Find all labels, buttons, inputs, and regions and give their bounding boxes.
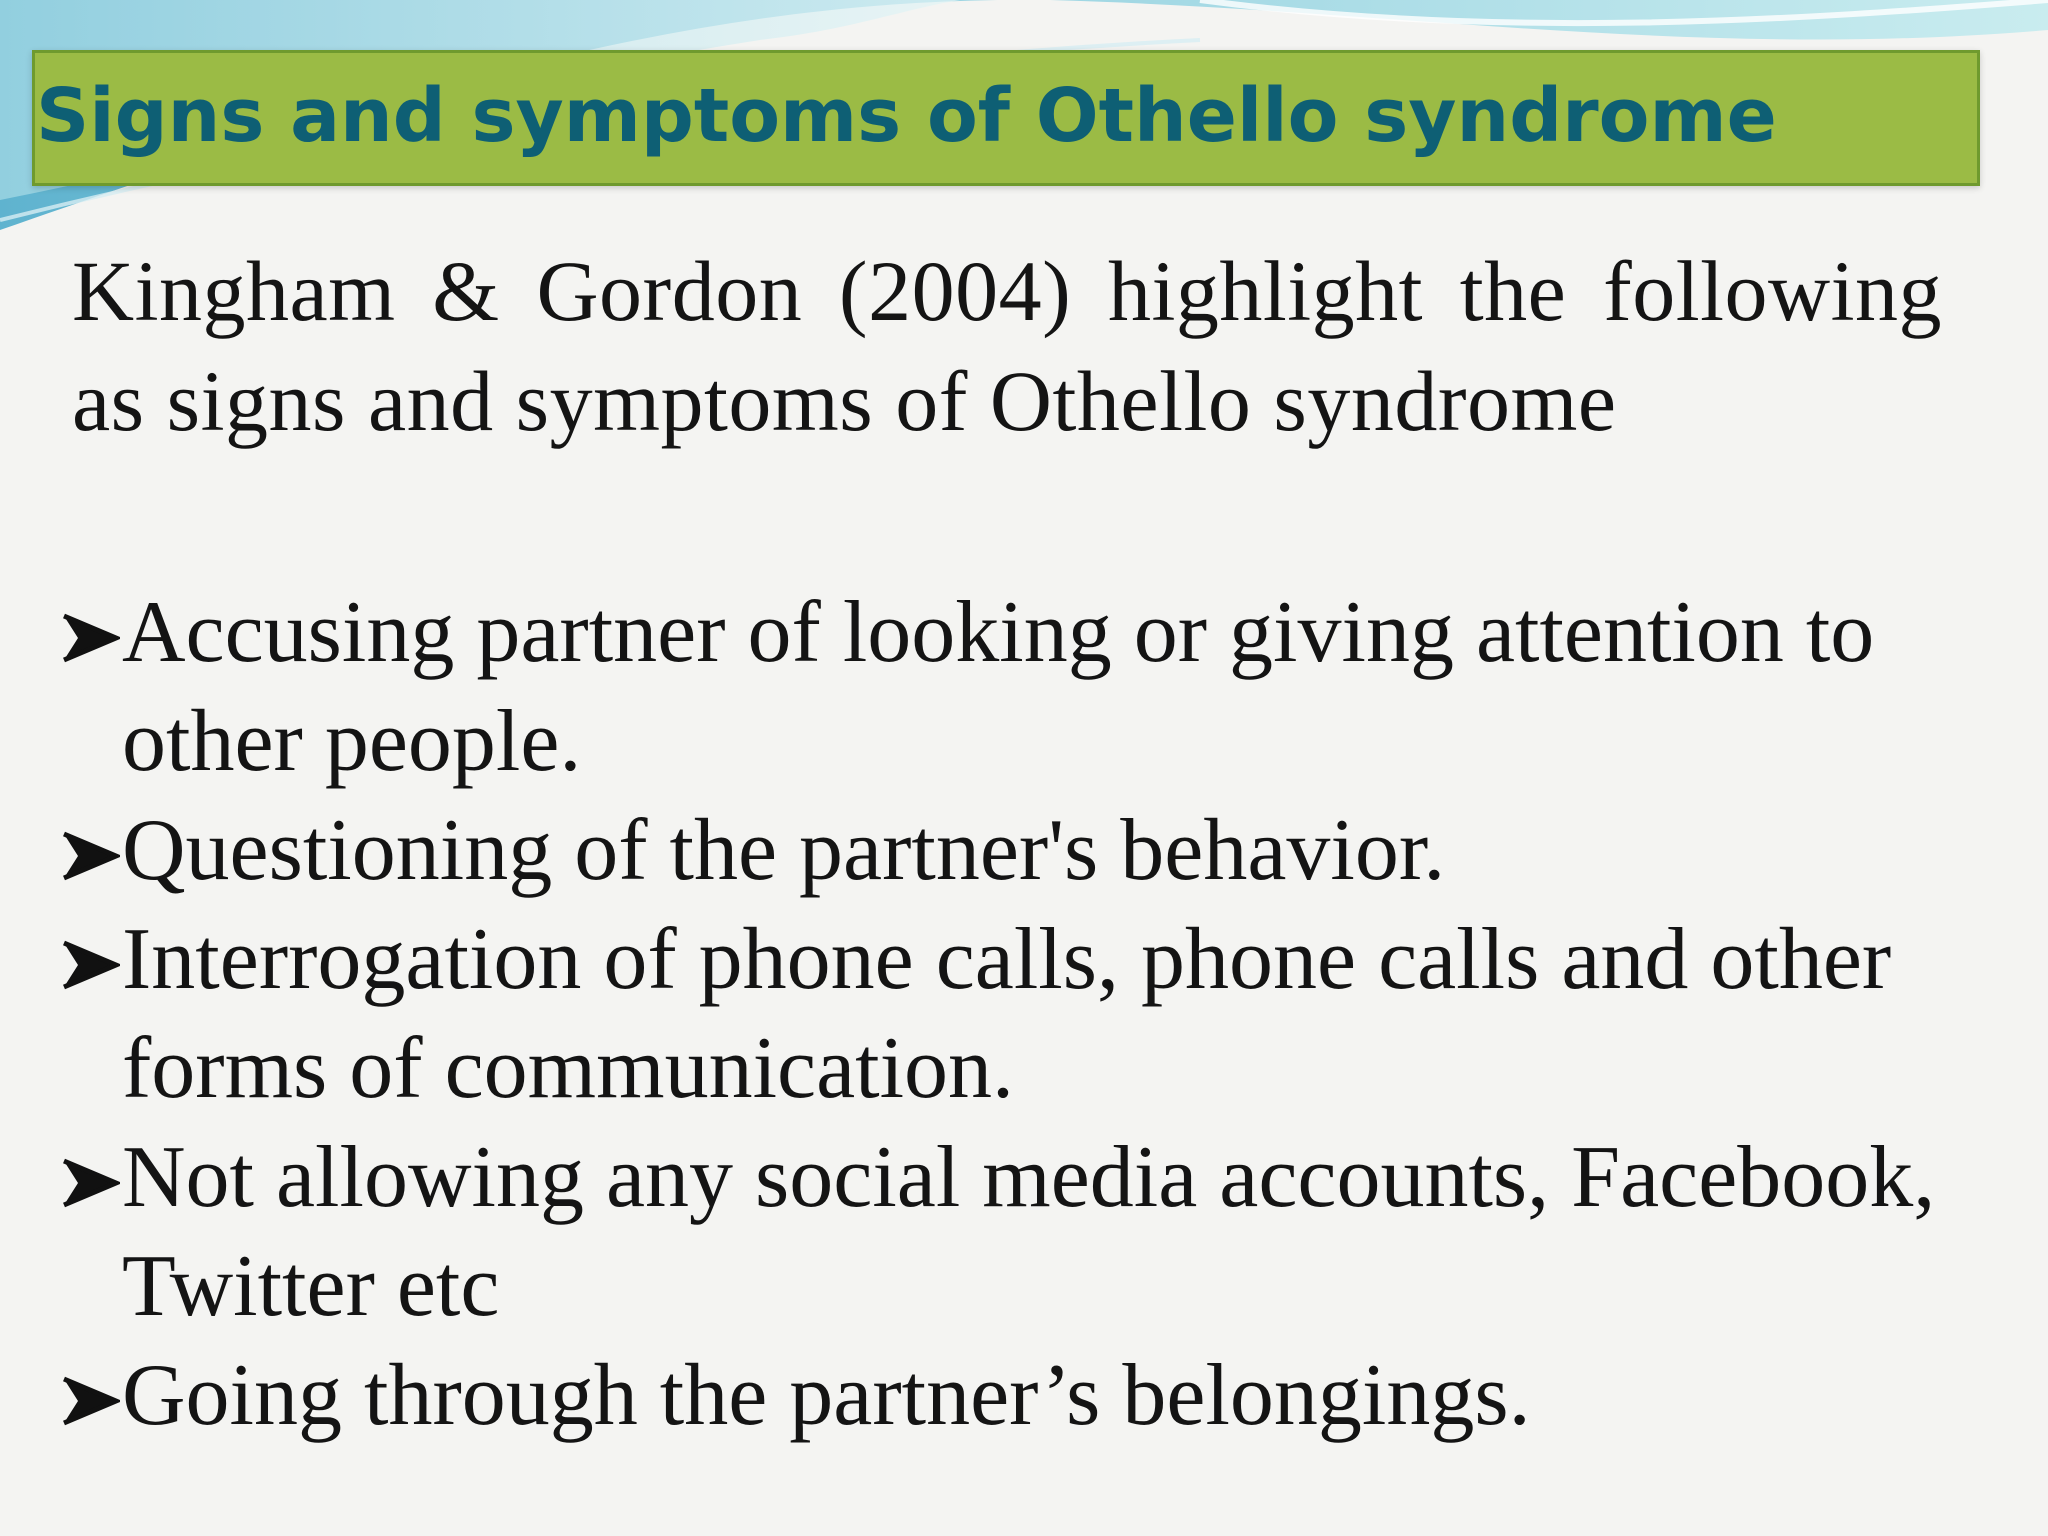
list-item <box>60 1123 1940 1341</box>
bullet-list <box>60 578 1940 1450</box>
bullet-text: Questioning of the partner's behavior. <box>122 802 1446 899</box>
arrow-bullet-icon <box>60 939 120 991</box>
bullet-text: Not allowing any social media accounts, Facebook, Twitter etc <box>122 1129 1936 1335</box>
arrow-bullet-icon <box>60 1375 120 1427</box>
list-item <box>60 1341 1940 1450</box>
list-item <box>60 796 1940 905</box>
list-item <box>60 578 1940 796</box>
intro-paragraph: Kingham & Gordon (2004) highlight the following as signs and symptoms of Othello syndrome <box>72 243 1942 449</box>
bullet-text: Going through the partner’s belongings. <box>122 1347 1531 1444</box>
slide-title: Signs and symptoms of Othello syndrome <box>36 73 1777 159</box>
arrow-bullet-icon <box>60 612 120 664</box>
bullet-text: Accusing partner of looking or giving attention to other people. <box>122 584 1875 790</box>
list-item <box>60 905 1940 1123</box>
bullet-text: Interrogation of phone calls, phone calls and other forms of communication. <box>122 911 1892 1117</box>
arrow-bullet-icon <box>60 1157 120 1209</box>
arrow-bullet-icon <box>60 830 120 882</box>
